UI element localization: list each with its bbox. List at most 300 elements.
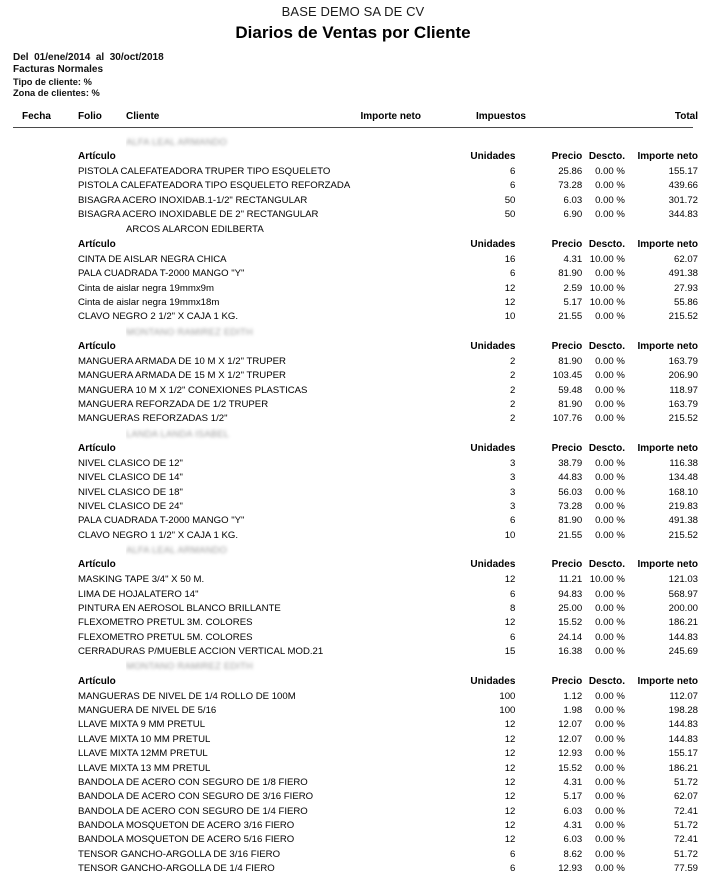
table-row[interactable] <box>0 208 706 222</box>
column-header-total: Total <box>674 110 698 122</box>
item-articulo: MANGUERAS DE NIVEL DE 1/4 ROLLO DE 100M <box>78 690 296 702</box>
invoice-group <box>0 659 706 876</box>
table-row[interactable] <box>0 486 706 500</box>
item-articulo: LLAVE MIXTA 12MM PRETUL <box>78 748 208 760</box>
table-row[interactable] <box>0 747 706 761</box>
detail-header-articulo: Artículo <box>78 340 116 352</box>
table-row[interactable] <box>0 805 706 819</box>
invoice-cliente <box>126 427 311 442</box>
item-articulo: LIMA DE HOJALATERO 14" <box>78 588 199 600</box>
item-articulo: MANGUERA ARMADA DE 10 M X 1/2" TRUPER <box>78 355 286 367</box>
filter-document-type: Facturas Normales <box>13 64 104 76</box>
item-importe-neto: 144.83 <box>668 631 699 643</box>
item-importe-neto: 163.79 <box>668 355 699 367</box>
item-precio: 81.90 <box>558 355 583 367</box>
sales-table <box>0 109 706 876</box>
item-descuento: 10.00 % <box>589 282 625 294</box>
item-articulo: LLAVE MIXTA 13 MM PRETUL <box>78 762 211 774</box>
item-precio: 12.07 <box>558 719 583 731</box>
item-unidades: 10 <box>504 529 516 541</box>
item-precio: 4.31 <box>563 819 583 831</box>
item-articulo: CERRADURAS P/MUEBLE ACCION VERTICAL MOD.21 <box>78 646 324 658</box>
item-unidades: 16 <box>504 253 516 265</box>
table-row[interactable] <box>0 776 706 790</box>
invoice-summary-row[interactable] <box>0 223 706 237</box>
item-unidades: 12 <box>504 296 516 308</box>
item-importe-neto: 144.83 <box>668 719 699 731</box>
item-articulo: MANGUERA ARMADA DE 15 M X 1/2" TRUPER <box>78 370 286 382</box>
item-descuento: 0.00 % <box>595 311 625 323</box>
table-row[interactable] <box>0 819 706 833</box>
item-importe-neto: 62.07 <box>674 253 699 265</box>
item-precio: 107.76 <box>552 413 583 425</box>
item-descuento: 0.00 % <box>595 631 625 643</box>
item-articulo: LLAVE MIXTA 9 MM PRETUL <box>78 719 206 731</box>
table-row[interactable] <box>0 296 706 310</box>
table-row[interactable] <box>0 398 706 412</box>
item-unidades: 12 <box>504 834 516 846</box>
item-precio: 15.52 <box>558 762 583 774</box>
table-row[interactable] <box>0 602 706 616</box>
item-articulo: BISAGRA ACERO INOXIDAB.1-1/2" RECTANGULAR <box>78 194 308 206</box>
report-filters <box>0 52 706 100</box>
invoice-cliente-redacted: MONTANO RAMIREZ EDITH <box>126 660 253 672</box>
item-articulo: BANDOLA MOSQUETON DE ACERO 3/16 FIERO <box>78 819 295 831</box>
item-descuento: 10.00 % <box>589 296 625 308</box>
table-row[interactable] <box>0 457 706 471</box>
invoice-cliente-redacted: ALFA LEAL ARMANDO <box>126 135 228 147</box>
item-importe-neto: 72.41 <box>674 805 699 817</box>
invoice-cliente <box>126 135 311 150</box>
table-row[interactable] <box>0 514 706 528</box>
detail-header-importe-neto: Importe neto <box>637 675 699 687</box>
detail-header-articulo: Artículo <box>78 675 116 687</box>
item-descuento: 0.00 % <box>595 617 625 629</box>
item-descuento: 0.00 % <box>595 515 625 527</box>
item-importe-neto: 245.69 <box>668 646 699 658</box>
item-unidades: 6 <box>510 848 516 860</box>
item-unidades: 6 <box>510 862 516 874</box>
item-descuento: 0.00 % <box>595 588 625 600</box>
item-precio: 12.93 <box>558 862 583 874</box>
table-row[interactable] <box>0 690 706 704</box>
item-precio: 25.00 <box>558 603 583 615</box>
item-descuento: 0.00 % <box>595 603 625 615</box>
item-descuento: 0.00 % <box>595 762 625 774</box>
item-unidades: 6 <box>510 515 516 527</box>
item-precio: 15.52 <box>558 617 583 629</box>
invoice-summary-row[interactable] <box>0 427 706 441</box>
detail-header-precio: Precio <box>551 442 583 454</box>
item-importe-neto: 116.38 <box>669 457 699 469</box>
item-descuento: 0.00 % <box>595 529 625 541</box>
item-descuento: 0.00 % <box>595 791 625 803</box>
item-descuento: 0.00 % <box>595 776 625 788</box>
item-precio: 11.21 <box>558 574 583 586</box>
table-row[interactable] <box>0 165 706 179</box>
detail-header-row <box>0 339 706 355</box>
item-precio: 103.45 <box>552 370 583 382</box>
item-precio: 21.55 <box>558 529 583 541</box>
item-unidades: 12 <box>504 762 516 774</box>
detail-header-importe-neto: Importe neto <box>637 151 699 163</box>
item-precio: 94.83 <box>558 588 583 600</box>
table-row[interactable] <box>0 645 706 659</box>
item-descuento: 0.00 % <box>595 384 625 396</box>
item-articulo: MANGUERA REFORZADA DE 1/2 TRUPER <box>78 398 269 410</box>
item-descuento: 0.00 % <box>595 705 625 717</box>
item-descuento: 0.00 % <box>595 486 625 498</box>
item-unidades: 12 <box>504 733 516 745</box>
item-descuento: 0.00 % <box>595 690 625 702</box>
header-spacer <box>0 128 706 135</box>
item-precio: 1.98 <box>563 705 583 717</box>
invoice-summary-row[interactable] <box>0 325 706 339</box>
item-articulo: CLAVO NEGRO 1 1/2" X CAJA 1 KG. <box>78 529 238 541</box>
item-descuento: 0.00 % <box>595 805 625 817</box>
invoice-group <box>0 325 706 427</box>
item-importe-neto: 198.28 <box>668 705 699 717</box>
item-articulo: BISAGRA ACERO INOXIDABLE DE 2" RECTANGULAR <box>78 209 319 221</box>
detail-header-articulo: Artículo <box>78 151 116 163</box>
item-unidades: 6 <box>510 180 516 192</box>
filter-client-zone: Zona de clientes: % <box>13 88 100 99</box>
report-header <box>0 0 706 100</box>
item-importe-neto: 200.00 <box>668 603 699 615</box>
item-articulo: FLEXOMETRO PRETUL 5M. COLORES <box>78 631 253 643</box>
item-importe-neto: 134.48 <box>668 472 699 484</box>
item-descuento: 0.00 % <box>595 719 625 731</box>
item-importe-neto: 51.72 <box>674 848 699 860</box>
item-unidades: 3 <box>510 501 516 512</box>
table-row[interactable] <box>0 282 706 296</box>
table-row[interactable] <box>0 704 706 718</box>
item-unidades: 3 <box>510 472 516 484</box>
item-unidades: 15 <box>504 646 516 658</box>
table-row[interactable] <box>0 733 706 747</box>
item-precio: 12.93 <box>558 748 583 760</box>
item-precio: 12.07 <box>558 733 583 745</box>
item-descuento: 0.00 % <box>595 166 625 178</box>
item-unidades: 12 <box>504 776 516 788</box>
item-unidades: 2 <box>510 413 516 425</box>
item-precio: 25.86 <box>558 166 583 178</box>
invoice-group <box>0 427 706 543</box>
item-unidades: 12 <box>504 791 516 803</box>
invoice-cliente: ARCOS ALARCON EDILBERTA <box>126 223 264 235</box>
invoice-cliente-redacted: LANDA LANDA ISABEL <box>126 427 230 439</box>
item-articulo: NIVEL CLASICO DE 12" <box>78 457 183 469</box>
detail-header-descuento: Descto. <box>588 151 625 163</box>
item-importe-neto: 77.59 <box>674 862 699 874</box>
invoice-cliente <box>126 659 311 674</box>
table-row[interactable] <box>0 588 706 602</box>
item-importe-neto: 118.97 <box>669 384 699 396</box>
item-articulo: TENSOR GANCHO-ARGOLLA DE 3/16 FIERO <box>78 848 281 860</box>
filter-date-range: Del 01/ene/2014 al 30/oct/2018 <box>13 52 164 63</box>
company-name: BASE DEMO SA DE CV <box>281 4 425 19</box>
item-articulo: PINTURA EN AEROSOL BLANCO BRILLANTE <box>78 603 281 615</box>
invoice-group <box>0 543 706 659</box>
table-row[interactable] <box>0 833 706 847</box>
table-row[interactable] <box>0 471 706 485</box>
item-precio: 59.48 <box>558 384 583 396</box>
table-row[interactable] <box>0 369 706 383</box>
detail-header-row <box>0 674 706 690</box>
item-importe-neto: 568.97 <box>668 588 699 600</box>
column-header-cliente: Cliente <box>126 110 160 122</box>
item-precio: 8.62 <box>563 848 583 860</box>
item-precio: 81.90 <box>558 398 583 410</box>
table-header-row <box>0 109 706 125</box>
item-unidades: 50 <box>504 209 516 221</box>
detail-header-precio: Precio <box>551 559 583 571</box>
item-articulo: CINTA DE AISLAR NEGRA CHICA <box>78 253 227 265</box>
item-precio: 73.28 <box>558 180 583 192</box>
item-descuento: 0.00 % <box>595 355 625 367</box>
item-articulo: CLAVO NEGRO 2 1/2" X CAJA 1 KG. <box>78 311 238 323</box>
item-unidades: 2 <box>510 384 516 396</box>
item-articulo: MANGUERA DE NIVEL DE 5/16 <box>78 705 217 717</box>
item-articulo: Cinta de aislar negra 19mmx9m <box>78 282 214 294</box>
item-articulo: BANDOLA MOSQUETON DE ACERO 5/16 FIERO <box>78 834 295 846</box>
item-precio: 2.59 <box>563 282 583 294</box>
item-articulo: Cinta de aislar negra 19mmx18m <box>78 296 220 308</box>
item-precio: 44.83 <box>558 472 583 484</box>
item-descuento: 0.00 % <box>595 180 625 192</box>
item-articulo: PALA CUADRADA T-2000 MANGO "Y" <box>78 515 245 527</box>
detail-header-articulo: Artículo <box>78 559 116 571</box>
table-row[interactable] <box>0 500 706 514</box>
item-descuento: 0.00 % <box>595 848 625 860</box>
item-descuento: 10.00 % <box>589 253 625 265</box>
item-precio: 6.03 <box>563 834 583 846</box>
detail-header-descuento: Descto. <box>588 675 625 687</box>
detail-header-importe-neto: Importe neto <box>637 559 699 571</box>
invoice-cliente <box>126 543 311 558</box>
detail-header-row <box>0 441 706 457</box>
item-articulo: LLAVE MIXTA 10 MM PRETUL <box>78 733 211 745</box>
item-articulo: PALA CUADRADA T-2000 MANGO "Y" <box>78 268 245 280</box>
item-importe-neto: 144.83 <box>668 733 699 745</box>
item-unidades: 6 <box>510 166 516 178</box>
item-importe-neto: 491.38 <box>668 268 699 280</box>
item-descuento: 0.00 % <box>595 457 625 469</box>
column-header-impuestos: Impuestos <box>475 110 526 122</box>
item-precio: 6.03 <box>563 805 583 817</box>
item-articulo: MANGUERAS REFORZADAS 1/2" <box>78 413 228 425</box>
item-precio: 6.03 <box>563 194 583 206</box>
item-importe-neto: 51.72 <box>674 776 699 788</box>
item-importe-neto: 219.83 <box>668 501 699 512</box>
invoice-group <box>0 223 706 325</box>
table-row[interactable] <box>0 384 706 398</box>
item-importe-neto: 206.90 <box>668 370 699 382</box>
item-precio: 81.90 <box>558 268 583 280</box>
item-descuento: 0.00 % <box>595 370 625 382</box>
table-row[interactable] <box>0 848 706 862</box>
item-unidades: 50 <box>504 194 516 206</box>
item-importe-neto: 186.21 <box>668 617 699 629</box>
item-importe-neto: 27.93 <box>674 282 699 294</box>
item-precio: 5.17 <box>563 296 583 308</box>
item-importe-neto: 168.10 <box>668 486 699 498</box>
item-articulo: NIVEL CLASICO DE 18" <box>78 486 183 498</box>
detail-header-articulo: Artículo <box>78 442 116 454</box>
detail-header-descuento: Descto. <box>588 559 625 571</box>
item-precio: 4.31 <box>563 253 583 265</box>
item-unidades: 2 <box>510 370 516 382</box>
detail-header-unidades: Unidades <box>470 238 516 250</box>
filter-client-type: Tipo de cliente: % <box>13 76 92 87</box>
invoice-cliente-redacted: MONTANO RAMIREZ EDITH <box>126 325 253 337</box>
item-descuento: 0.00 % <box>595 209 625 221</box>
table-row[interactable] <box>0 253 706 267</box>
detail-header-importe-neto: Importe neto <box>637 340 699 352</box>
item-precio: 56.03 <box>558 486 583 498</box>
item-articulo: MANGUERA 10 M X 1/2" CONEXIONES PLASTICAS <box>78 384 308 396</box>
item-unidades: 12 <box>504 819 516 831</box>
item-importe-neto: 72.41 <box>674 834 699 846</box>
item-descuento: 0.00 % <box>595 646 625 658</box>
item-descuento: 0.00 % <box>595 862 625 874</box>
invoice-summary-row[interactable] <box>0 543 706 557</box>
item-unidades: 12 <box>504 748 516 760</box>
item-articulo: FLEXOMETRO PRETUL 3M. COLORES <box>78 617 253 629</box>
detail-header-articulo: Artículo <box>78 238 116 250</box>
table-row[interactable] <box>0 529 706 543</box>
detail-header-precio: Precio <box>551 238 583 250</box>
table-row[interactable] <box>0 194 706 208</box>
invoice-group <box>0 135 706 223</box>
item-unidades: 3 <box>510 457 516 469</box>
invoice-cliente-redacted: ALFA LEAL ARMANDO <box>126 544 228 556</box>
item-precio: 24.14 <box>558 631 583 643</box>
table-row[interactable] <box>0 573 706 587</box>
detail-header-row <box>0 149 706 165</box>
item-precio: 81.90 <box>558 515 583 527</box>
detail-header-importe-neto: Importe neto <box>637 442 699 454</box>
table-row[interactable] <box>0 267 706 281</box>
item-articulo: NIVEL CLASICO DE 24" <box>78 501 183 512</box>
item-unidades: 100 <box>499 705 516 717</box>
table-row[interactable] <box>0 718 706 732</box>
table-row[interactable] <box>0 631 706 645</box>
invoice-summary-row[interactable] <box>0 659 706 673</box>
table-row[interactable] <box>0 616 706 630</box>
detail-header-unidades: Unidades <box>470 340 516 352</box>
detail-header-unidades: Unidades <box>470 151 516 163</box>
item-articulo: TENSOR GANCHO-ARGOLLA DE 1/4 FIERO <box>78 862 275 874</box>
detail-header-precio: Precio <box>551 151 583 163</box>
item-unidades: 3 <box>510 486 516 498</box>
detail-header-unidades: Unidades <box>470 559 516 571</box>
item-precio: 16.38 <box>558 646 583 658</box>
detail-header-importe-neto: Importe neto <box>637 238 699 250</box>
item-importe-neto: 55.86 <box>674 296 699 308</box>
table-row[interactable] <box>0 790 706 804</box>
column-header-importe-neto: Importe neto <box>360 110 421 122</box>
item-descuento: 0.00 % <box>595 733 625 745</box>
item-descuento: 0.00 % <box>595 398 625 410</box>
invoice-summary-row[interactable] <box>0 135 706 149</box>
item-articulo: BANDOLA DE ACERO CON SEGURO DE 1/8 FIERO <box>78 776 308 788</box>
item-importe-neto: 155.17 <box>668 166 699 178</box>
item-articulo: BANDOLA DE ACERO CON SEGURO DE 3/16 FIERO <box>78 791 314 803</box>
item-unidades: 12 <box>504 574 516 586</box>
item-unidades: 2 <box>510 355 516 367</box>
item-descuento: 0.00 % <box>595 194 625 206</box>
table-row[interactable] <box>0 355 706 369</box>
item-importe-neto: 215.52 <box>668 413 699 425</box>
table-row[interactable] <box>0 179 706 193</box>
item-importe-neto: 112.07 <box>669 690 699 702</box>
item-precio: 1.12 <box>563 690 583 702</box>
page-title: Diarios de Ventas por Cliente <box>235 23 471 42</box>
item-importe-neto: 163.79 <box>668 398 699 410</box>
item-descuento: 0.00 % <box>595 472 625 484</box>
item-articulo: PISTOLA CALEFATEADORA TIPO ESQUELETO REFORZADA <box>78 180 351 192</box>
item-importe-neto: 439.66 <box>668 180 699 192</box>
item-unidades: 8 <box>510 603 516 615</box>
item-unidades: 100 <box>499 690 516 702</box>
item-descuento: 0.00 % <box>595 834 625 846</box>
item-precio: 73.28 <box>558 501 583 512</box>
table-row[interactable] <box>0 412 706 426</box>
item-descuento: 0.00 % <box>595 268 625 280</box>
item-unidades: 2 <box>510 398 516 410</box>
item-importe-neto: 186.21 <box>668 762 699 774</box>
detail-header-row <box>0 237 706 253</box>
item-descuento: 0.00 % <box>595 748 625 760</box>
item-descuento: 0.00 % <box>595 413 625 425</box>
item-unidades: 6 <box>510 631 516 643</box>
item-articulo: MASKING TAPE 3/4" X 50 M. <box>78 574 205 586</box>
detail-header-descuento: Descto. <box>588 442 625 454</box>
item-importe-neto: 491.38 <box>668 515 699 527</box>
item-articulo: NIVEL CLASICO DE 14" <box>78 472 183 484</box>
item-unidades: 12 <box>504 719 516 731</box>
detail-header-descuento: Descto. <box>588 340 625 352</box>
item-unidades: 6 <box>510 588 516 600</box>
detail-header-unidades: Unidades <box>470 675 516 687</box>
item-importe-neto: 155.17 <box>668 748 699 760</box>
table-row[interactable] <box>0 862 706 876</box>
item-descuento: 0.00 % <box>595 501 625 512</box>
item-importe-neto: 121.03 <box>668 574 699 586</box>
item-importe-neto: 62.07 <box>674 791 699 803</box>
item-importe-neto: 215.52 <box>668 529 699 541</box>
item-unidades: 12 <box>504 805 516 817</box>
item-importe-neto: 51.72 <box>674 819 699 831</box>
item-importe-neto: 344.83 <box>668 209 699 221</box>
item-precio: 6.90 <box>563 209 583 221</box>
item-importe-neto: 215.52 <box>668 311 699 323</box>
item-articulo: PISTOLA CALEFATEADORA TRUPER TIPO ESQUELETO <box>78 166 331 178</box>
table-row[interactable] <box>0 310 706 324</box>
detail-header-unidades: Unidades <box>470 442 516 454</box>
table-row[interactable] <box>0 762 706 776</box>
item-unidades: 12 <box>504 282 516 294</box>
detail-header-descuento: Descto. <box>588 238 625 250</box>
column-header-folio: Folio <box>78 110 102 122</box>
invoice-cliente <box>126 325 311 340</box>
item-articulo: BANDOLA DE ACERO CON SEGURO DE 1/4 FIERO <box>78 805 308 817</box>
item-unidades: 12 <box>504 617 516 629</box>
item-precio: 38.79 <box>558 457 583 469</box>
item-precio: 5.17 <box>563 791 583 803</box>
column-header-fecha: Fecha <box>22 110 51 122</box>
